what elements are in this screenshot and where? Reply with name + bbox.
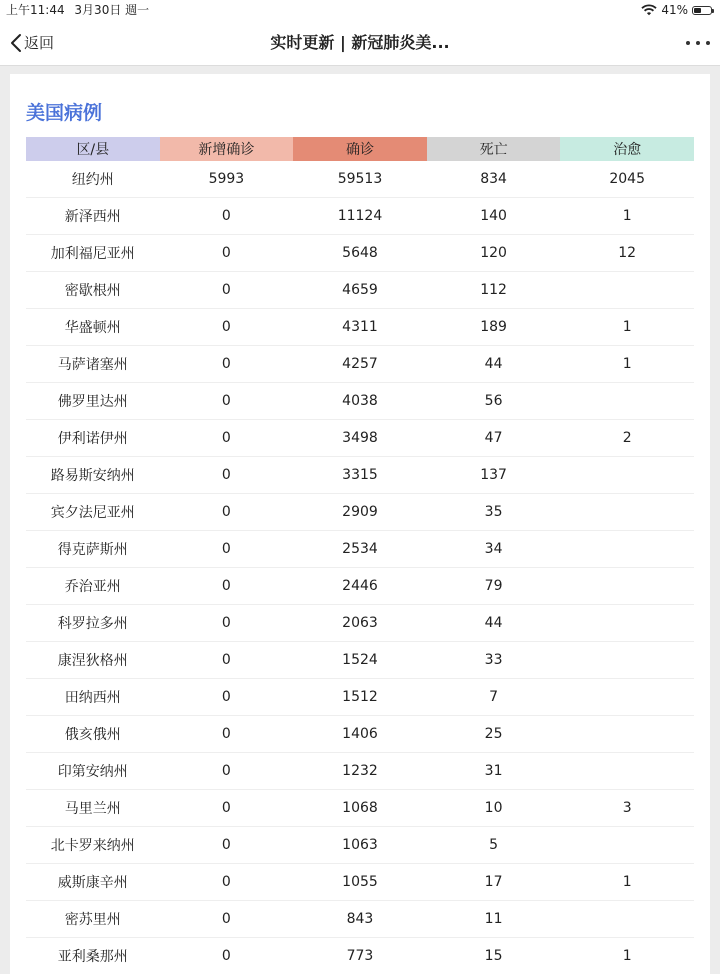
cell-new-confirmed: 0 (160, 457, 294, 494)
cell-recovered (560, 605, 694, 642)
cell-recovered (560, 383, 694, 420)
more-dot-icon (706, 41, 710, 45)
table-header-row (26, 137, 694, 161)
cell-region: 乔治亚州 (26, 568, 160, 605)
cell-new-confirmed: 0 (160, 938, 294, 974)
cell-recovered: 1 (560, 309, 694, 346)
cell-recovered: 1 (560, 198, 694, 235)
cell-region: 新泽西州 (26, 198, 160, 235)
cell-confirmed: 4311 (293, 309, 427, 346)
header-confirmed: 确诊 (293, 137, 427, 161)
cell-recovered: 3 (560, 790, 694, 827)
table-row (26, 753, 694, 790)
battery-percent: 41% (661, 0, 688, 20)
cell-confirmed: 1512 (293, 679, 427, 716)
table-row (26, 346, 694, 383)
cell-deaths: 120 (427, 235, 561, 272)
battery-icon (692, 6, 712, 15)
table-row (26, 420, 694, 457)
cell-region: 田纳西州 (26, 679, 160, 716)
cell-confirmed: 2534 (293, 531, 427, 568)
cases-table (26, 137, 694, 974)
cell-recovered (560, 531, 694, 568)
table-row (26, 827, 694, 864)
header-region: 区/县 (26, 137, 160, 161)
status-date: 3月30日 週一 (74, 3, 149, 17)
cell-deaths: 10 (427, 790, 561, 827)
more-dot-icon (686, 41, 690, 45)
cell-new-confirmed: 0 (160, 531, 294, 568)
table-row (26, 864, 694, 901)
section-title: 美国病例 (26, 98, 102, 125)
cell-confirmed: 1055 (293, 864, 427, 901)
table-row (26, 938, 694, 974)
cell-deaths: 7 (427, 679, 561, 716)
cell-region: 科罗拉多州 (26, 605, 160, 642)
battery-level (694, 8, 701, 13)
cell-region: 马里兰州 (26, 790, 160, 827)
cell-region: 印第安纳州 (26, 753, 160, 790)
cell-deaths: 112 (427, 272, 561, 309)
cell-region: 路易斯安纳州 (26, 457, 160, 494)
cell-deaths: 44 (427, 346, 561, 383)
more-dot-icon (696, 41, 700, 45)
cell-deaths: 79 (427, 568, 561, 605)
cell-confirmed: 5648 (293, 235, 427, 272)
cell-region: 密歇根州 (26, 272, 160, 309)
cell-deaths: 33 (427, 642, 561, 679)
cell-confirmed: 2909 (293, 494, 427, 531)
table-row (26, 642, 694, 679)
cell-confirmed: 1406 (293, 716, 427, 753)
header-new-confirmed: 新增确诊 (160, 137, 294, 161)
table-row (26, 605, 694, 642)
back-button[interactable] (10, 20, 54, 65)
cell-deaths: 834 (427, 161, 561, 198)
cell-new-confirmed: 0 (160, 272, 294, 309)
cell-region: 马萨诸塞州 (26, 346, 160, 383)
cell-deaths: 44 (427, 605, 561, 642)
cell-new-confirmed: 0 (160, 679, 294, 716)
cell-new-confirmed: 0 (160, 346, 294, 383)
cell-new-confirmed: 0 (160, 790, 294, 827)
cell-recovered (560, 827, 694, 864)
table-row (26, 161, 694, 198)
cell-recovered: 1 (560, 938, 694, 974)
cell-region: 北卡罗来纳州 (26, 827, 160, 864)
cell-new-confirmed: 0 (160, 309, 294, 346)
cell-region: 得克萨斯州 (26, 531, 160, 568)
cell-recovered (560, 494, 694, 531)
cell-deaths: 56 (427, 383, 561, 420)
cell-new-confirmed: 0 (160, 716, 294, 753)
cell-confirmed: 1232 (293, 753, 427, 790)
status-bar (0, 0, 720, 20)
cell-recovered (560, 457, 694, 494)
cell-new-confirmed: 0 (160, 827, 294, 864)
chevron-left-icon (10, 33, 22, 53)
cell-recovered: 1 (560, 346, 694, 383)
cell-region: 伊利诺伊州 (26, 420, 160, 457)
cell-confirmed: 843 (293, 901, 427, 938)
cell-confirmed: 2063 (293, 605, 427, 642)
cell-recovered (560, 753, 694, 790)
cell-region: 加利福尼亚州 (26, 235, 160, 272)
cell-new-confirmed: 0 (160, 864, 294, 901)
cell-confirmed: 1524 (293, 642, 427, 679)
cell-new-confirmed: 0 (160, 568, 294, 605)
cell-confirmed: 59513 (293, 161, 427, 198)
cell-recovered: 12 (560, 235, 694, 272)
cell-new-confirmed: 0 (160, 420, 294, 457)
cell-region: 佛罗里达州 (26, 383, 160, 420)
cell-recovered (560, 642, 694, 679)
cell-region: 威斯康辛州 (26, 864, 160, 901)
table-row (26, 568, 694, 605)
table-row (26, 716, 694, 753)
table-row (26, 198, 694, 235)
cell-deaths: 35 (427, 494, 561, 531)
status-time: 上午11:44 (6, 3, 65, 17)
page-title: 实时更新 | 新冠肺炎美... (0, 20, 720, 65)
cell-confirmed: 1068 (293, 790, 427, 827)
cell-new-confirmed: 0 (160, 605, 294, 642)
cell-new-confirmed: 0 (160, 642, 294, 679)
cell-recovered: 2 (560, 420, 694, 457)
cell-deaths: 25 (427, 716, 561, 753)
cell-confirmed: 4038 (293, 383, 427, 420)
table-row (26, 679, 694, 716)
content-card (10, 74, 710, 974)
cell-region: 纽约州 (26, 161, 160, 198)
table-row (26, 901, 694, 938)
table-row (26, 531, 694, 568)
nav-bar (0, 20, 720, 66)
cell-deaths: 189 (427, 309, 561, 346)
more-options-button[interactable] (686, 20, 710, 65)
cell-deaths: 5 (427, 827, 561, 864)
table-row (26, 790, 694, 827)
cell-confirmed: 1063 (293, 827, 427, 864)
header-deaths: 死亡 (427, 137, 561, 161)
cell-recovered (560, 272, 694, 309)
cell-deaths: 11 (427, 901, 561, 938)
cell-new-confirmed: 0 (160, 235, 294, 272)
status-left (6, 0, 155, 20)
cell-region: 亚利桑那州 (26, 938, 160, 974)
cell-confirmed: 773 (293, 938, 427, 974)
cell-deaths: 34 (427, 531, 561, 568)
cell-recovered (560, 568, 694, 605)
cell-confirmed: 2446 (293, 568, 427, 605)
table-row (26, 235, 694, 272)
back-label: 返回 (24, 32, 54, 53)
cell-new-confirmed: 0 (160, 383, 294, 420)
cell-new-confirmed: 0 (160, 494, 294, 531)
cell-deaths: 140 (427, 198, 561, 235)
cell-deaths: 137 (427, 457, 561, 494)
cell-region: 华盛顿州 (26, 309, 160, 346)
cell-new-confirmed: 0 (160, 901, 294, 938)
cell-recovered (560, 716, 694, 753)
cell-recovered: 2045 (560, 161, 694, 198)
cell-deaths: 15 (427, 938, 561, 974)
cell-deaths: 47 (427, 420, 561, 457)
cell-region: 俄亥俄州 (26, 716, 160, 753)
table-row (26, 309, 694, 346)
cell-confirmed: 3315 (293, 457, 427, 494)
cell-new-confirmed: 0 (160, 753, 294, 790)
table-row (26, 383, 694, 420)
table-row (26, 272, 694, 309)
cell-recovered (560, 901, 694, 938)
cell-recovered: 1 (560, 864, 694, 901)
table-row (26, 494, 694, 531)
cell-region: 密苏里州 (26, 901, 160, 938)
wifi-icon (641, 4, 657, 16)
status-right (641, 0, 712, 20)
table-row (26, 457, 694, 494)
table-body (26, 161, 694, 974)
cell-region: 宾夕法尼亚州 (26, 494, 160, 531)
cell-new-confirmed: 0 (160, 198, 294, 235)
cell-confirmed: 4659 (293, 272, 427, 309)
cell-deaths: 17 (427, 864, 561, 901)
cell-new-confirmed: 5993 (160, 161, 294, 198)
cell-confirmed: 11124 (293, 198, 427, 235)
cell-confirmed: 4257 (293, 346, 427, 383)
header-recovered: 治愈 (560, 137, 694, 161)
cell-recovered (560, 679, 694, 716)
cell-confirmed: 3498 (293, 420, 427, 457)
cell-deaths: 31 (427, 753, 561, 790)
cell-region: 康涅狄格州 (26, 642, 160, 679)
